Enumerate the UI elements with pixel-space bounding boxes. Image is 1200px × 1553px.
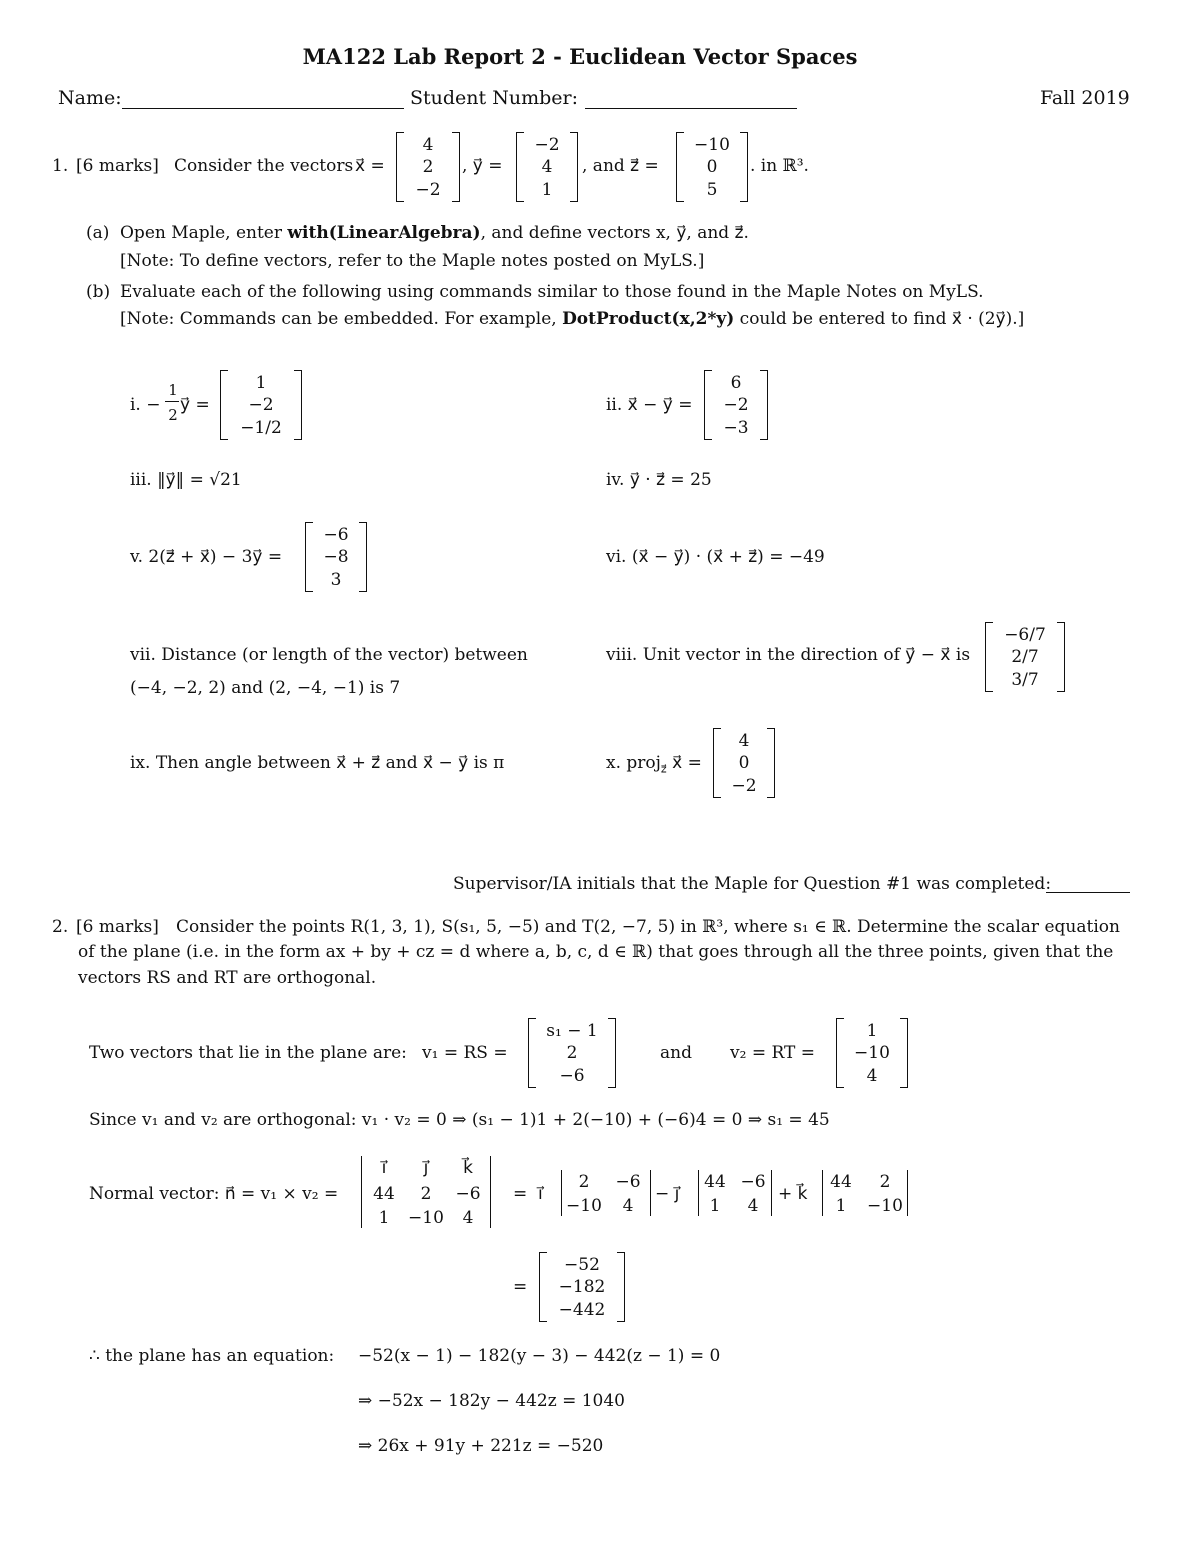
item-x-vector-entry: 0 (738, 753, 750, 773)
q1-intro: Consider the vectors (174, 156, 354, 176)
item-i-vector-entry: 1 (255, 373, 267, 393)
and-word: and (660, 1043, 692, 1063)
q2-line1: Consider the points R(1, 3, 1), S(s₁, 5, −5) and T(2, −7, 5) in ℝ³, where s₁ ∈ ℝ. Determine the scalar equation (176, 917, 1120, 937)
item-x-label: x. proj (606, 753, 661, 773)
page-title: MA122 Lab Report 2 - Euclidean Vector Spaces (302, 44, 858, 69)
minor-entry: 2 (578, 1172, 590, 1192)
v1-vector-entry: s₁ − 1 (546, 1021, 598, 1041)
item-viii-vector-entry: 3/7 (1011, 670, 1039, 690)
item-iv: iv. y⃗ · z⃗ = 25 (606, 470, 712, 490)
q1-number: 1. (52, 156, 69, 176)
minus-j-term: − j⃗ (655, 1184, 680, 1204)
minor-entry: 44 (704, 1172, 726, 1192)
minor-entry: −6 (615, 1172, 641, 1192)
v2-vector-entry: 4 (866, 1066, 878, 1086)
part-a-label: (a) (86, 223, 110, 243)
minor-i-determinant (561, 1170, 651, 1216)
supervisor-initials-line[interactable] (1046, 892, 1130, 893)
name-label: Name: (58, 87, 122, 109)
item-i-label: i. − (130, 395, 161, 415)
q1-x-vector-entry: 4 (422, 135, 434, 155)
q1-z-vector-entry: −10 (694, 135, 730, 155)
v1-vector-entry: 2 (566, 1043, 578, 1063)
item-ii-vector-entry: 6 (730, 373, 742, 393)
item-viii-vector (985, 622, 1065, 692)
minor-entry: 1 (709, 1196, 721, 1216)
item-viii-vector-entry: 2/7 (1011, 647, 1039, 667)
plane-equation-1: −52(x − 1) − 182(y − 3) − 442(z − 1) = 0 (358, 1346, 721, 1366)
q2-line2: of the plane (i.e. in the form ax + by + cz = d where a, b, c, d ∈ ℝ) that goes through all the three points, given that the (78, 942, 1114, 962)
minor-k-determinant (822, 1170, 908, 1216)
v2-vector-entry: 1 (866, 1021, 878, 1041)
q1-z-label: , and z⃗ = (582, 156, 659, 176)
item-viii-label: viii. Unit vector in the direction of y⃗ − x⃗ is (606, 645, 971, 665)
item-i-vector (220, 370, 302, 440)
item-ii-vector (704, 370, 768, 440)
supervisor-label: Supervisor/IA initials that the Maple for Question #1 was completed: (453, 874, 1052, 894)
minor-j-determinant (698, 1170, 772, 1216)
item-iii: iii. ‖y⃗‖ = √21 (130, 470, 242, 490)
part-b-label: (b) (86, 282, 111, 302)
minor-entry: 1 (835, 1196, 847, 1216)
part-b-note-2: could be entered to find x⃗ · (2y⃗).] (739, 309, 1025, 329)
cross-product-determinant (361, 1156, 491, 1228)
item-i-rest: y⃗ = (180, 395, 210, 415)
v2-vector (836, 1018, 908, 1088)
normal-vector-entry: −182 (558, 1277, 606, 1297)
item-v-label: v. 2(z⃗ + x⃗) − 3y⃗ = (130, 547, 283, 567)
item-x-vector-entry: −2 (731, 776, 757, 796)
v1-label: v₁ = RS = (422, 1043, 508, 1063)
plus-k-term: + k⃗ (778, 1184, 808, 1204)
item-v-vector-entry: −8 (323, 547, 349, 567)
minor-entry: 4 (747, 1196, 759, 1216)
part-b-note: [Note: Commands can be embedded. For example, (120, 309, 557, 329)
part-a-text: Open Maple, enter (120, 223, 282, 243)
orthogonal-condition: Since v₁ and v₂ are orthogonal: v₁ · v₂ = 0 ⇒ (s₁ − 1)1 + 2(−10) + (−6)4 = 0 ⇒ s₁ = 45 (89, 1110, 830, 1130)
q1-z-vector-entry: 5 (706, 180, 718, 200)
plane-equation-3: ⇒ 26x + 91y + 221z = −520 (358, 1436, 604, 1456)
part-a-command: with(LinearAlgebra) (287, 223, 481, 243)
part-b-command: DotProduct(x,2*y) (562, 309, 735, 329)
normal-vector-result (539, 1252, 625, 1322)
normal-vector-entry: −52 (564, 1255, 600, 1275)
q2-line3: vectors RS and RT are orthogonal. (78, 968, 377, 988)
det-entry: −10 (408, 1208, 444, 1228)
item-i-frac-den: 2 (168, 406, 178, 424)
item-vii-line2: (−4, −2, 2) and (2, −4, −1) is 7 (130, 678, 401, 698)
det-entry: 1 (378, 1208, 390, 1228)
det-entry: k⃗ (463, 1158, 473, 1178)
q1-y-vector-entry: 1 (541, 180, 553, 200)
v1-vector (528, 1018, 616, 1088)
part-a-text-2: , and define vectors x, y⃗, and z⃗. (480, 223, 749, 243)
part-b-text: Evaluate each of the following using commands similar to those found in the Maple Notes on MyLS. (120, 282, 984, 302)
name-field-line[interactable] (122, 108, 404, 109)
v2-vector-entry: −10 (854, 1043, 890, 1063)
q1-z-vector (676, 132, 748, 202)
det-entry: i⃗ (381, 1158, 387, 1178)
item-x-vector-entry: 4 (738, 731, 750, 751)
q1-z-vector-entry: 0 (706, 157, 718, 177)
item-i-vector-entry: −2 (248, 395, 274, 415)
minor-entry: −10 (566, 1196, 602, 1216)
q1-y-vector-entry: −2 (534, 135, 560, 155)
item-ii-label: ii. x⃗ − y⃗ = (606, 395, 693, 415)
item-i-frac-num: 1 (168, 381, 178, 399)
q2-number: 2. (52, 917, 69, 937)
item-vii-line1: vii. Distance (or length of the vector) between (130, 645, 528, 665)
q1-y-label: , y⃗ = (462, 156, 503, 176)
item-viii-vector-entry: −6/7 (1004, 625, 1046, 645)
minor-entry: 2 (879, 1172, 891, 1192)
q1-x-vector-entry: −2 (415, 180, 441, 200)
student-number-label: Student Number: (410, 87, 578, 109)
v1-vector-entry: −6 (559, 1066, 585, 1086)
term-label: Fall 2019 (1040, 87, 1130, 109)
plane-equation-2: ⇒ −52x − 182y − 442z = 1040 (358, 1391, 625, 1411)
normal-result-equals: = (513, 1277, 528, 1297)
minor-entry: −6 (740, 1172, 766, 1192)
student-number-field-line[interactable] (585, 108, 797, 109)
det-entry: j⃗ (423, 1158, 429, 1178)
part-a-note: [Note: To define vectors, refer to the Maple notes posted on MyLS.] (120, 251, 705, 271)
minor-entry: 44 (830, 1172, 852, 1192)
two-vectors-label: Two vectors that lie in the plane are: (89, 1043, 407, 1063)
minor-entry: −10 (867, 1196, 903, 1216)
i-term: i⃗ (538, 1184, 543, 1204)
q1-x-vector (396, 132, 460, 202)
q1-y-vector (516, 132, 578, 202)
q1-space-label: . in ℝ³. (750, 156, 809, 176)
q2-marks: [6 marks] (76, 917, 159, 937)
det-entry: 44 (373, 1184, 395, 1204)
minor-entry: 4 (622, 1196, 634, 1216)
q1-y-vector-entry: 4 (541, 157, 553, 177)
q1-x-label: x⃗ = (355, 156, 385, 176)
det-entry: −6 (455, 1184, 481, 1204)
item-v-vector-entry: −6 (323, 525, 349, 545)
normal-vector-label: Normal vector: n⃗ = v₁ × v₂ = (89, 1184, 339, 1204)
det-entry: 2 (420, 1184, 432, 1204)
item-i-vector-entry: −1/2 (240, 418, 282, 438)
item-x-subscript: z⃗ (660, 762, 667, 776)
item-v-vector-entry: 3 (330, 570, 342, 590)
q1-x-vector-entry: 2 (422, 157, 434, 177)
expansion-equals: = (513, 1184, 528, 1204)
v2-label: v₂ = RT = (730, 1043, 815, 1063)
therefore-label: ∴ the plane has an equation: (89, 1346, 335, 1366)
det-entry: 4 (462, 1208, 474, 1228)
item-x-rest: x⃗ = (672, 753, 702, 773)
item-x-vector (713, 728, 775, 798)
item-i-frac-bar (165, 401, 179, 402)
item-ii-vector-entry: −3 (723, 418, 749, 438)
item-ii-vector-entry: −2 (723, 395, 749, 415)
item-vi: vi. (x⃗ − y⃗) · (x⃗ + z⃗) = −49 (606, 547, 825, 567)
q1-marks: [6 marks] (76, 156, 159, 176)
normal-vector-entry: −442 (558, 1300, 606, 1320)
item-ix: ix. Then angle between x⃗ + z⃗ and x⃗ − y⃗ is π (130, 753, 505, 773)
item-v-vector (305, 522, 367, 592)
